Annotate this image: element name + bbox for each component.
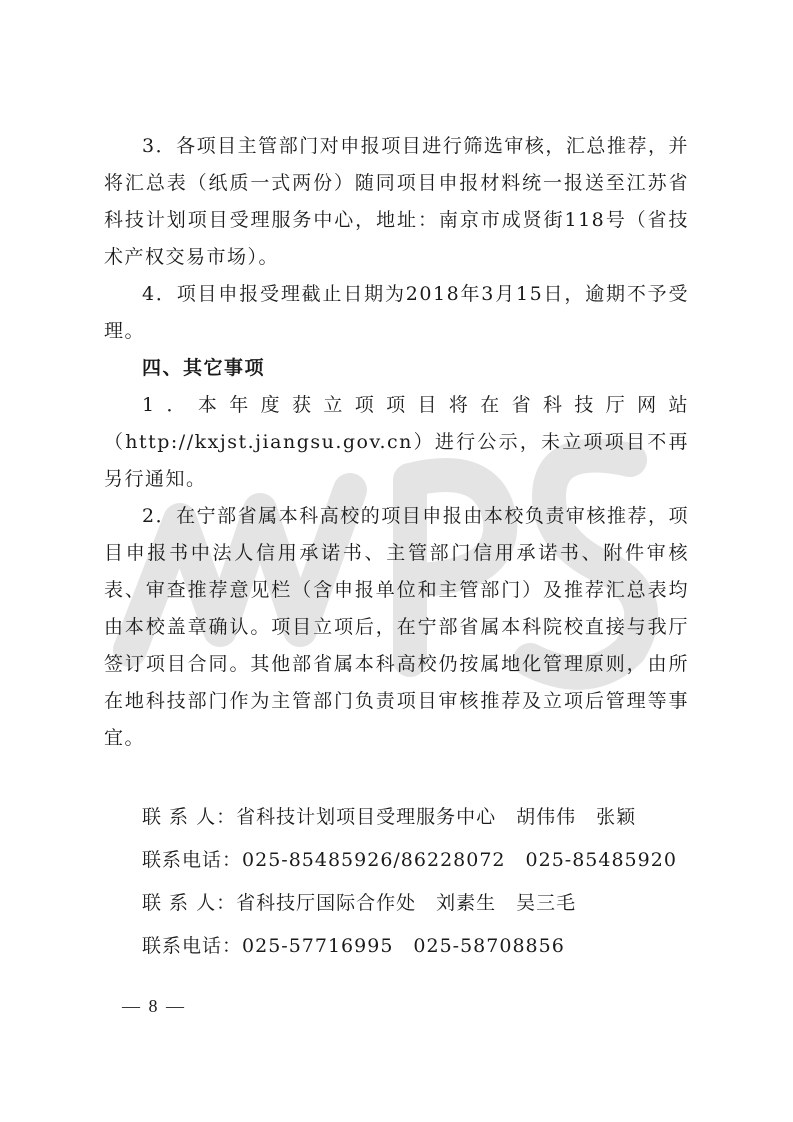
contact-label: 联系电话： xyxy=(142,935,243,957)
section-heading-4: 四、其它事项 xyxy=(142,357,266,379)
contact-value: 省科技计划项目受理服务中心 胡伟伟 张颖 xyxy=(236,806,637,828)
paragraph-item-3: 3．各项目主管部门对申报项目进行筛选审核，汇总推荐，并将汇总表（纸质一式两份）随同项目申报材料统一报送至江苏省科技计划项目受理服务中心，地址：南京市成贤街118号（省技术产权交易市场）。 xyxy=(104,135,689,268)
contact-phone-line xyxy=(142,925,702,968)
contact-label: 联 系 人： xyxy=(142,806,237,828)
body-content xyxy=(104,128,689,757)
paragraph-other-1: 1．本年度获立项项目将在省科技厅网站（http://kxjst.jiangsu.gov.cn）进行公示，未立项项目不再另行通知。 xyxy=(104,394,689,490)
contact-value: 省科技厅国际合作处 刘素生 吴三毛 xyxy=(236,892,577,914)
page-number: — 8 — xyxy=(122,996,186,1016)
contact-person-line xyxy=(142,882,702,925)
contact-person-line xyxy=(142,796,702,839)
contact-phone-line xyxy=(142,839,702,882)
contact-block xyxy=(142,796,702,968)
paragraph-other-2: 2．在宁部省属本科高校的项目申报由本校负责审核推荐，项目申报书中法人信用承诺书、主管部门信用承诺书、附件审核表、审查推荐意见栏（含申报单位和主管部门）及推荐汇总表均由本校盖章确认。项目立项后，在宁部省属本科院校直接与我厅签订项目合同。其他部省属本科高校仍按属地化管理原则，由所在地科技部门作为主管部门负责项目审核推荐及立项后管理等事宜。 xyxy=(104,505,689,749)
contact-value: 025-57716995 025-58708856 xyxy=(242,935,565,957)
contact-label: 联 系 人： xyxy=(142,892,237,914)
paragraph-item-4: 4．项目申报受理截止日期为2018年3月15日，逾期不予受理。 xyxy=(104,283,689,342)
contact-value: 025-85485926/86228072 025-85485920 xyxy=(242,849,677,871)
contact-label: 联系电话： xyxy=(142,849,243,871)
